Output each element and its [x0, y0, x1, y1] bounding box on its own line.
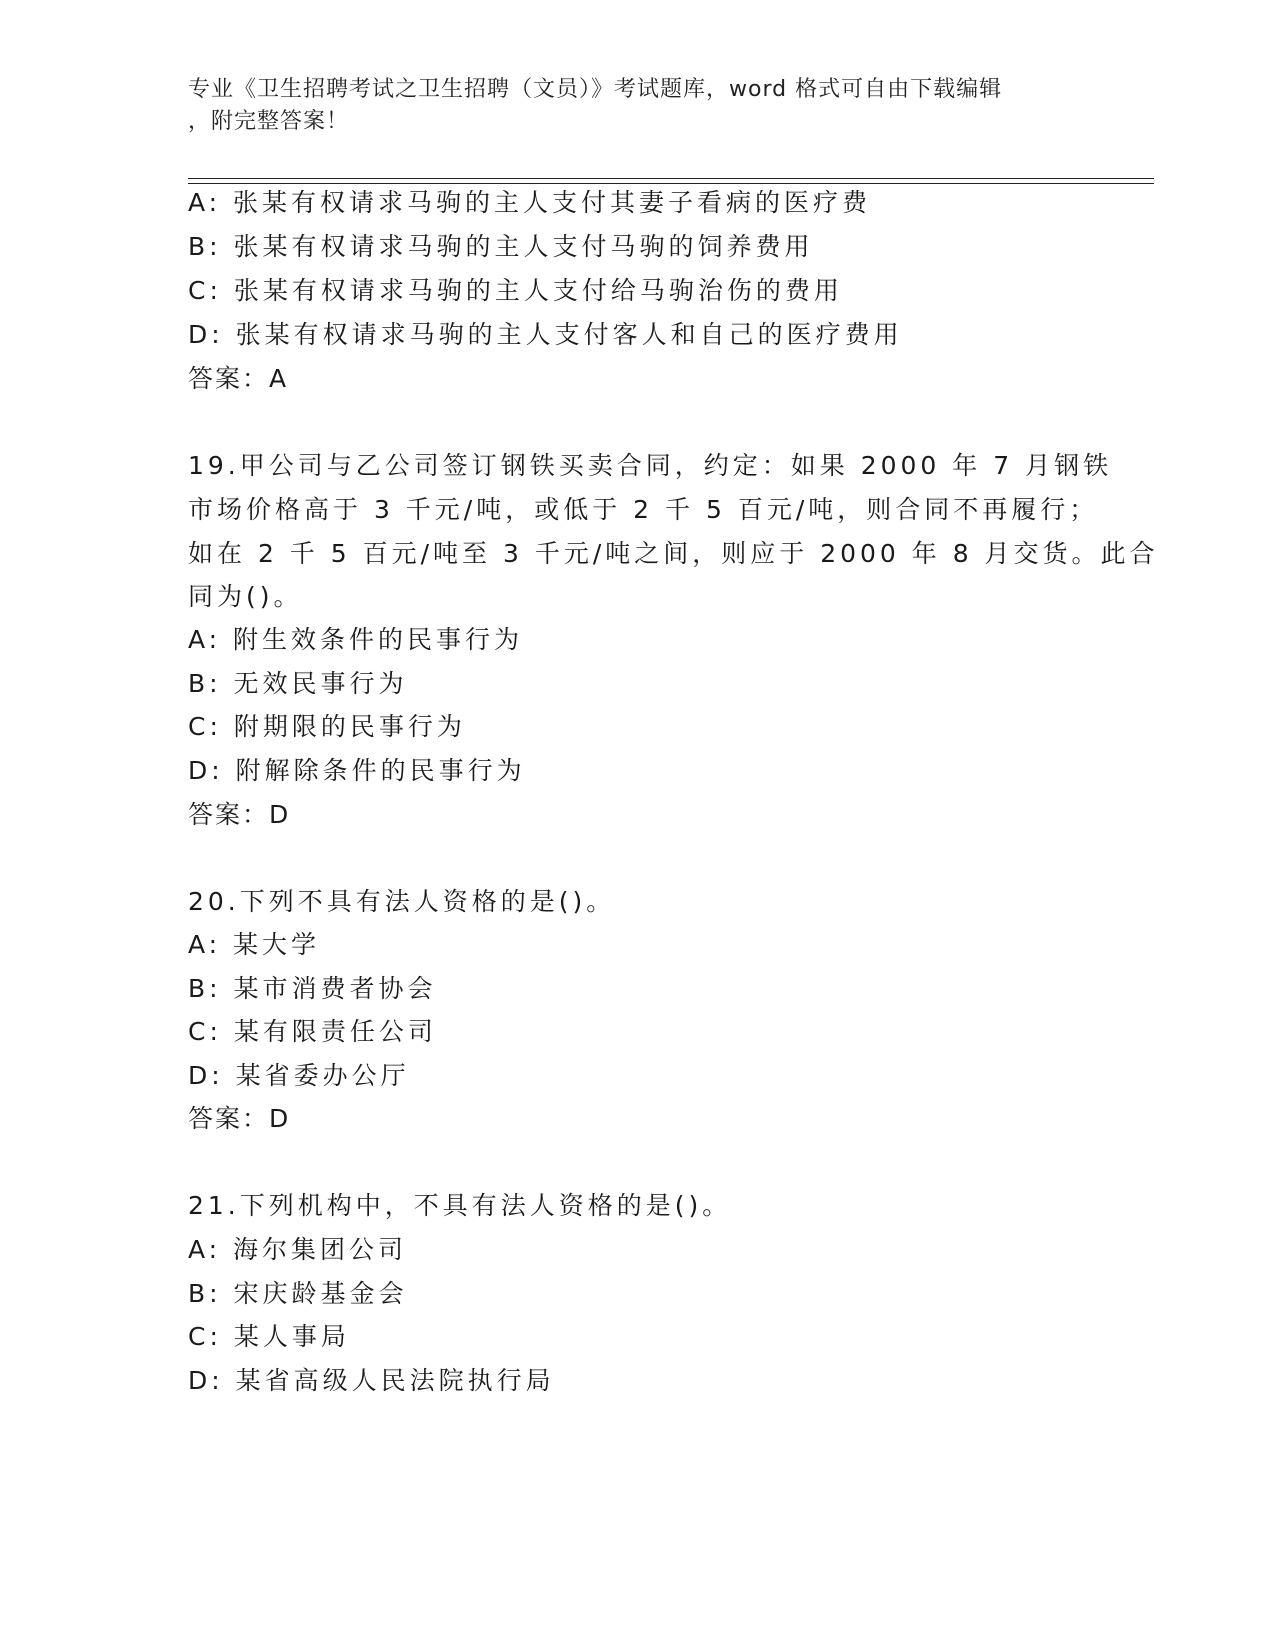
question-text-line: 21.下列机构中，不具有法人资格的是()。 — [188, 1191, 732, 1220]
option-d: D: 张某有权请求马驹的主人支付客人和自己的医疗费用 — [188, 320, 903, 349]
option-b: B: 张某有权请求马驹的主人支付马驹的饲养费用 — [188, 232, 814, 261]
question-text-line: 19.甲公司与乙公司签订钢铁买卖合同，约定：如果 2000 年 7 月钢铁 — [188, 451, 1113, 480]
option-a: A: 海尔集团公司 — [188, 1235, 408, 1264]
question-text-line: 20.下列不具有法人资格的是()。 — [188, 887, 616, 916]
option-c: C: 某有限责任公司 — [188, 1017, 437, 1046]
option-d: D: 某省委办公厅 — [188, 1061, 410, 1090]
option-b: B: 无效民事行为 — [188, 669, 408, 698]
header-rule-top — [188, 178, 1154, 179]
question-text-line: 市场价格高于 3 千元/吨，或低于 2 千 5 百元/吨，则合同不再履行； — [188, 495, 1099, 524]
document-header — [188, 74, 1068, 138]
option-c: C: 某人事局 — [188, 1322, 350, 1351]
option-c: C: 附期限的民事行为 — [188, 712, 466, 741]
answer: 答案：A — [188, 364, 289, 393]
option-d: D: 某省高级人民法院执行局 — [188, 1366, 555, 1395]
answer: 答案：D — [188, 1104, 291, 1133]
option-b: B: 某市消费者协会 — [188, 974, 437, 1003]
header-rule-bottom — [188, 183, 1154, 184]
option-a: A: 张某有权请求马驹的主人支付其妻子看病的医疗费 — [188, 188, 872, 217]
option-d: D: 附解除条件的民事行为 — [188, 756, 526, 785]
option-c: C: 张某有权请求马驹的主人支付给马驹治伤的费用 — [188, 276, 843, 305]
header-line-2: ，附完整答案！ — [188, 109, 350, 134]
question-text-line: 同为()。 — [188, 582, 303, 611]
option-a: A: 某大学 — [188, 930, 321, 959]
option-a: A: 附生效条件的民事行为 — [188, 625, 524, 654]
question-text-line: 如在 2 千 5 百元/吨至 3 千元/吨之间，则应于 2000 年 8 月交货。此合 — [188, 539, 1159, 568]
header-line-1: 专业《卫生招聘考试之卫生招聘（文员）》考试题库，word 格式可自由下载编辑 — [188, 77, 1003, 102]
option-b: B: 宋庆龄基金会 — [188, 1279, 408, 1308]
answer: 答案：D — [188, 800, 291, 829]
